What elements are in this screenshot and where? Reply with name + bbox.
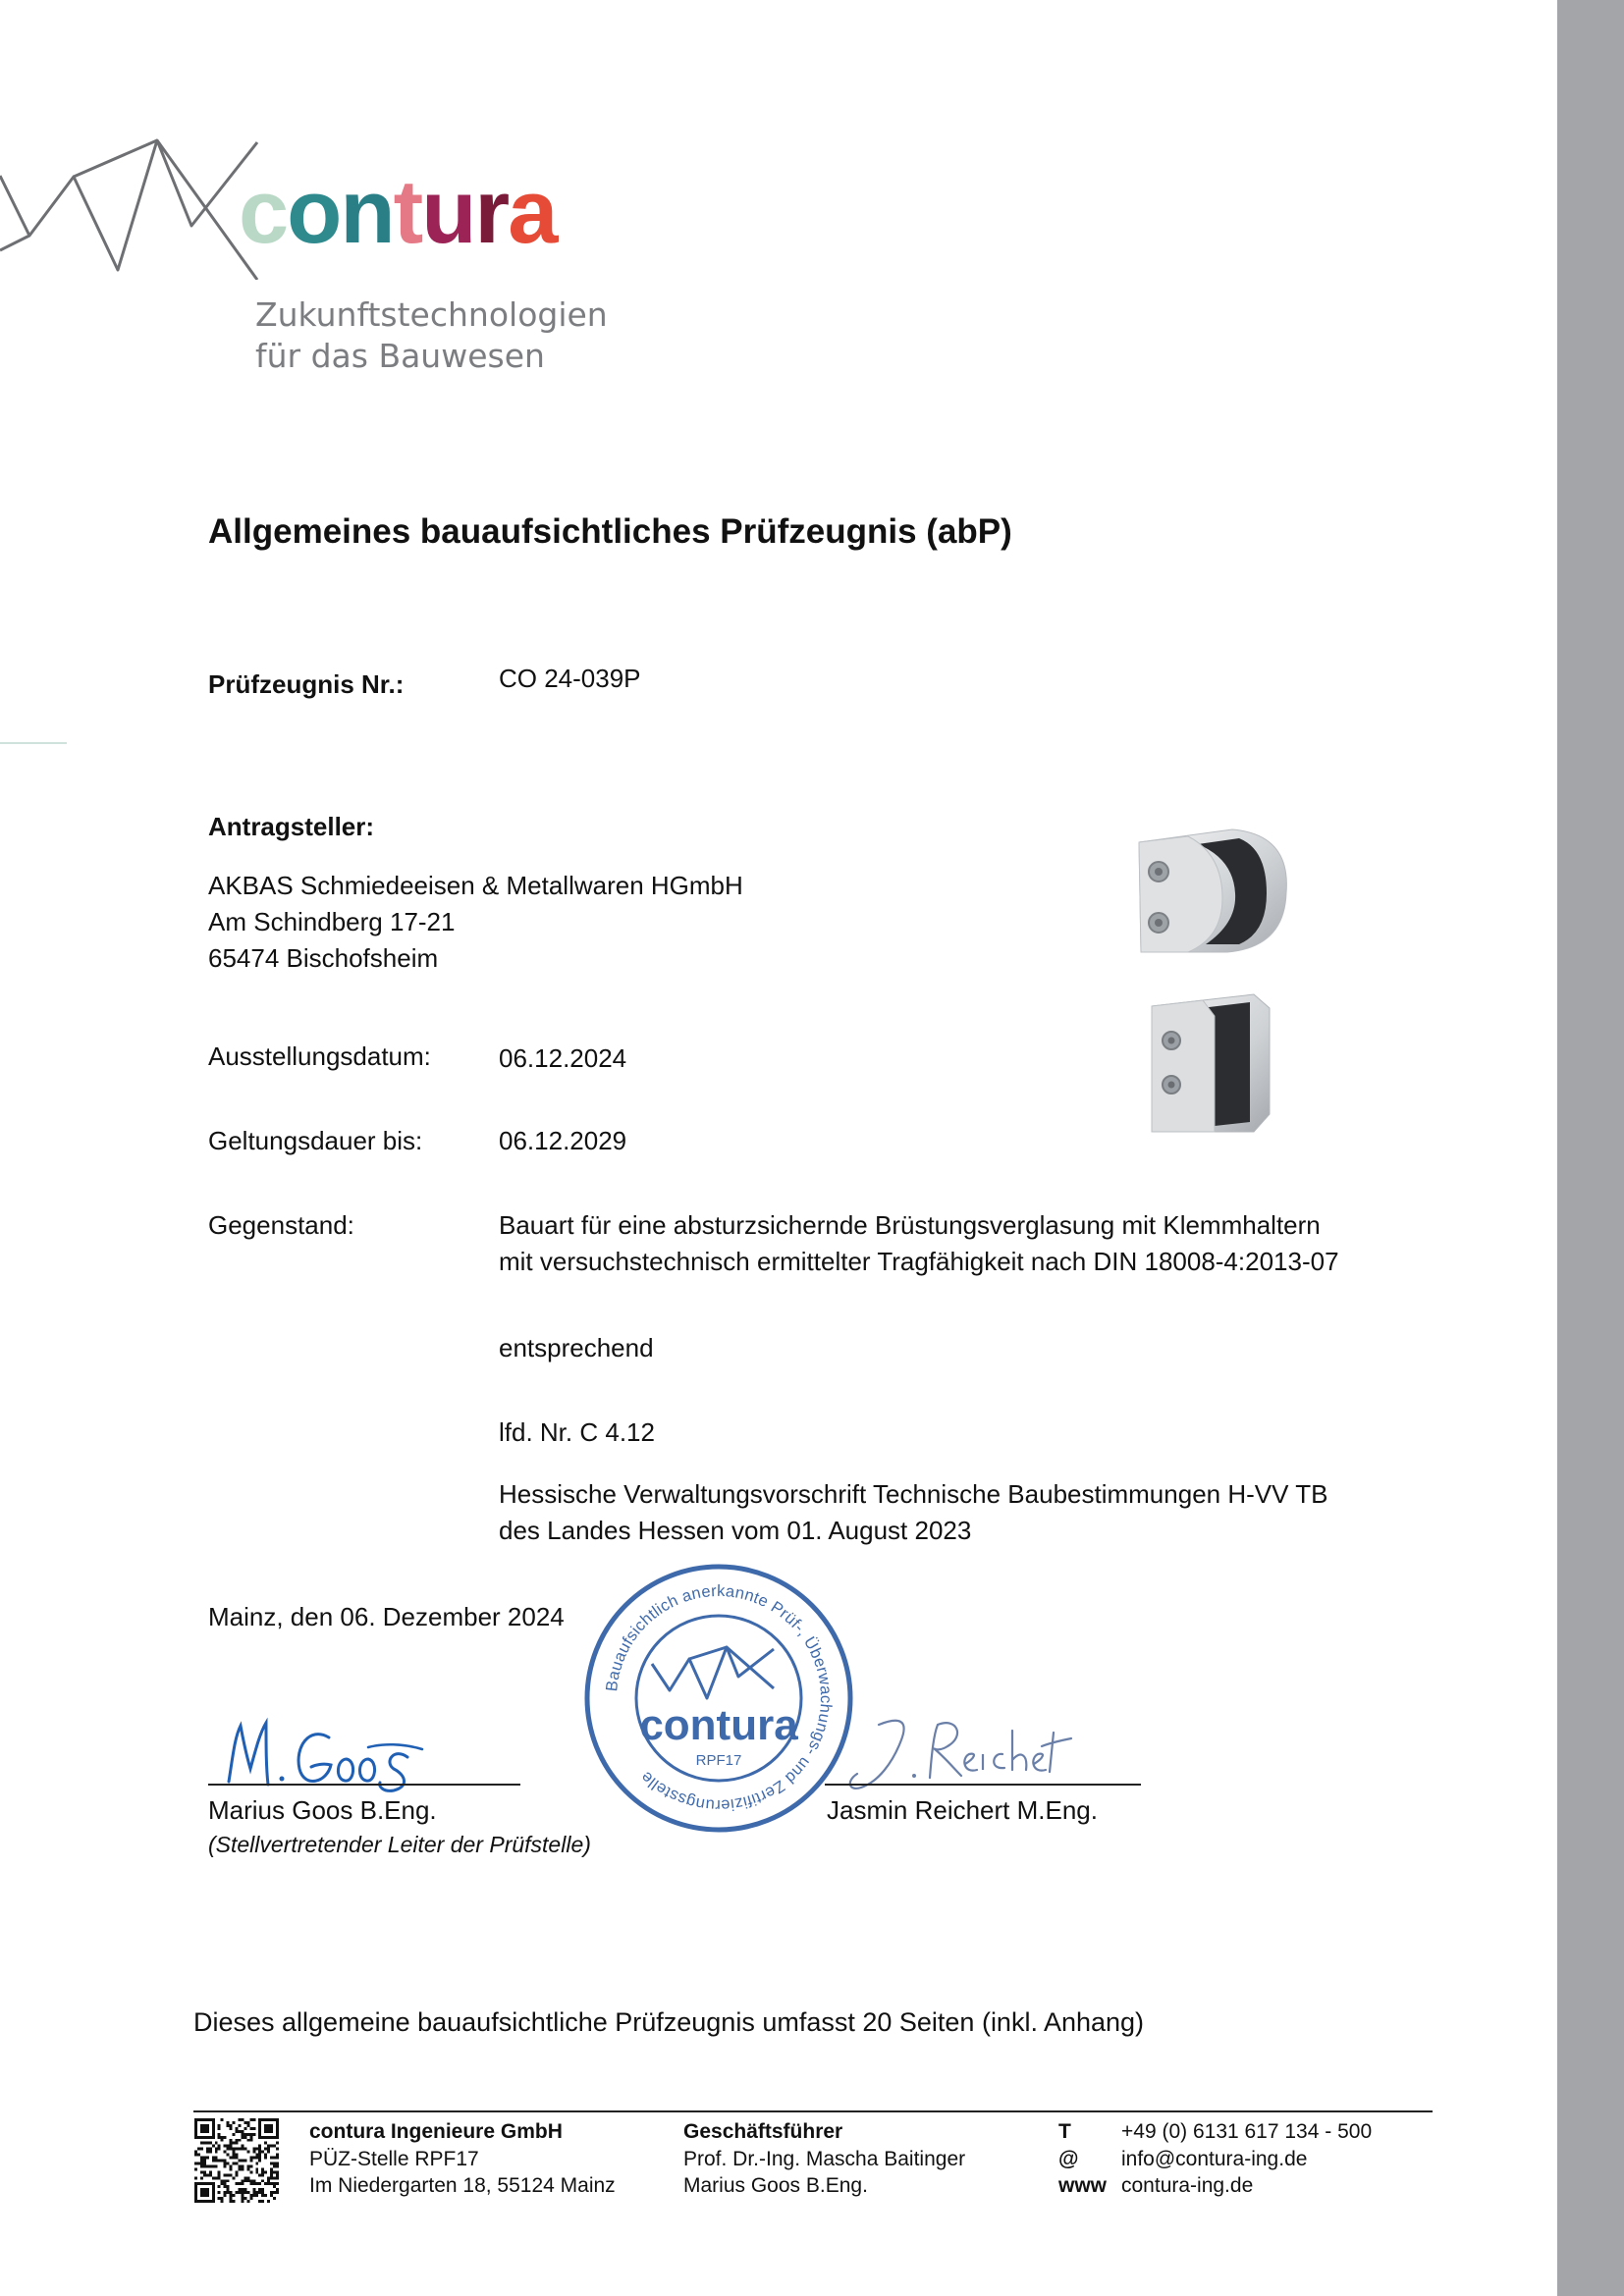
footer-manager-2: Marius Goos B.Eng.: [683, 2174, 868, 2197]
footer-phone-key: T: [1058, 2120, 1071, 2143]
applicant-address: [208, 868, 743, 977]
applicant-label: Antragsteller:: [208, 812, 375, 841]
footer-email-key: @: [1058, 2147, 1079, 2170]
item-number: lfd. Nr. C 4.12: [499, 1417, 655, 1447]
logo-letter: u: [421, 162, 475, 262]
signer-1-name: Marius Goos B.Eng.: [208, 1795, 437, 1825]
logo-letter: r: [474, 162, 509, 262]
page-side-band: [1557, 0, 1624, 2296]
applicant-line: 65474 Bischofsheim: [208, 943, 439, 973]
certificate-number-label: Prüfzeugnis Nr.:: [208, 669, 405, 699]
footer-web-key: www: [1058, 2174, 1108, 2197]
valid-until-label: Geltungsdauer bis:: [208, 1126, 423, 1155]
subject-text: [499, 1207, 1339, 1280]
signer-2-name: Jasmin Reichert M.Eng.: [827, 1795, 1098, 1825]
applicant-line: Am Schindberg 17-21: [208, 907, 456, 936]
regulation-line: Hessische Verwaltungsvorschrift Technische Baubestimmungen H-VV TB: [499, 1479, 1328, 1509]
footer-address: Im Niedergarten 18, 55124 Mainz: [309, 2174, 616, 2197]
footer-management-label: Geschäftsführer: [683, 2120, 843, 2143]
footer-contact-keys: [1058, 2118, 1107, 2200]
tagline-line-1: Zukunftstechnologien: [255, 295, 608, 334]
stamp-word: contura: [639, 1701, 798, 1749]
subject-line: Bauart für eine absturzsichernde Brüstungsverglasung mit Klemmhaltern: [499, 1210, 1321, 1240]
regulation-text: [499, 1476, 1327, 1549]
logo-letter: a: [508, 162, 557, 262]
footer-rule: [193, 2110, 1433, 2112]
glass-clamp-square-image: [1144, 987, 1286, 1134]
footer-web[interactable]: contura-ing.de: [1121, 2174, 1254, 2197]
footer-company-block: [309, 2118, 616, 2200]
logo-letter: t: [393, 162, 422, 262]
stamp-code: RPF17: [695, 1752, 742, 1769]
page-count-note: Dieses allgemeine bauaufsichtliche Prüfzeugnis umfasst 20 Seiten (inkl. Anhang): [193, 2007, 1145, 2037]
signature-reichert: [839, 1703, 1075, 1796]
contura-logo-wordmark: [239, 162, 557, 262]
tagline-line-2: für das Bauwesen: [255, 337, 545, 375]
footer-email[interactable]: info@contura-ing.de: [1121, 2147, 1308, 2170]
logo-letter: n: [340, 162, 394, 262]
regulation-line: des Landes Hessen vom 01. August 2023: [499, 1516, 972, 1545]
footer-puez: PÜZ-Stelle RPF17: [309, 2147, 479, 2170]
certificate-number: CO 24-039P: [499, 664, 641, 693]
glass-clamp-round-image: [1129, 815, 1296, 962]
signature-line-1: [208, 1784, 520, 1786]
contura-logo-mark: [0, 133, 265, 280]
issue-date-label: Ausstellungsdatum:: [208, 1041, 431, 1071]
footer-manager-1: Prof. Dr.-Ing. Mascha Baitinger: [683, 2147, 966, 2170]
footer-management-block: [683, 2118, 965, 2200]
logo-letter: o: [287, 162, 341, 262]
stamp-ring-text: Bauaufsichtlich anerkannte Prüf-, Überwachungs- und Zertifizierungsstelle: [603, 1581, 836, 1815]
according-text: entsprechend: [499, 1333, 654, 1362]
applicant-line: AKBAS Schmiedeeisen & Metallwaren HGmbH: [208, 871, 743, 900]
fold-mark: [0, 742, 67, 744]
signature-line-2: [825, 1784, 1141, 1786]
footer-contact-values: [1121, 2118, 1372, 2200]
qr-code-icon: [194, 2118, 279, 2203]
footer-phone: +49 (0) 6131 617 134 - 500: [1121, 2120, 1373, 2143]
place-and-date: Mainz, den 06. Dezember 2024: [208, 1602, 565, 1631]
subject-line: mit versuchstechnisch ermittelter Tragfähigkeit nach DIN 18008-4:2013-07: [499, 1247, 1339, 1276]
logo-letter: c: [239, 162, 288, 262]
subject-label: Gegenstand:: [208, 1210, 354, 1240]
valid-until-date: 06.12.2029: [499, 1126, 627, 1155]
signer-1-role: (Stellvertretender Leiter der Prüfstelle): [208, 1832, 591, 1857]
document-title: Allgemeines bauaufsichtliches Prüfzeugnis (abP): [208, 512, 1012, 551]
issue-date: 06.12.2024: [499, 1043, 627, 1073]
certification-stamp: [581, 1561, 856, 1836]
footer-company-name: contura Ingenieure GmbH: [309, 2120, 563, 2143]
logo-tagline: [255, 294, 608, 377]
